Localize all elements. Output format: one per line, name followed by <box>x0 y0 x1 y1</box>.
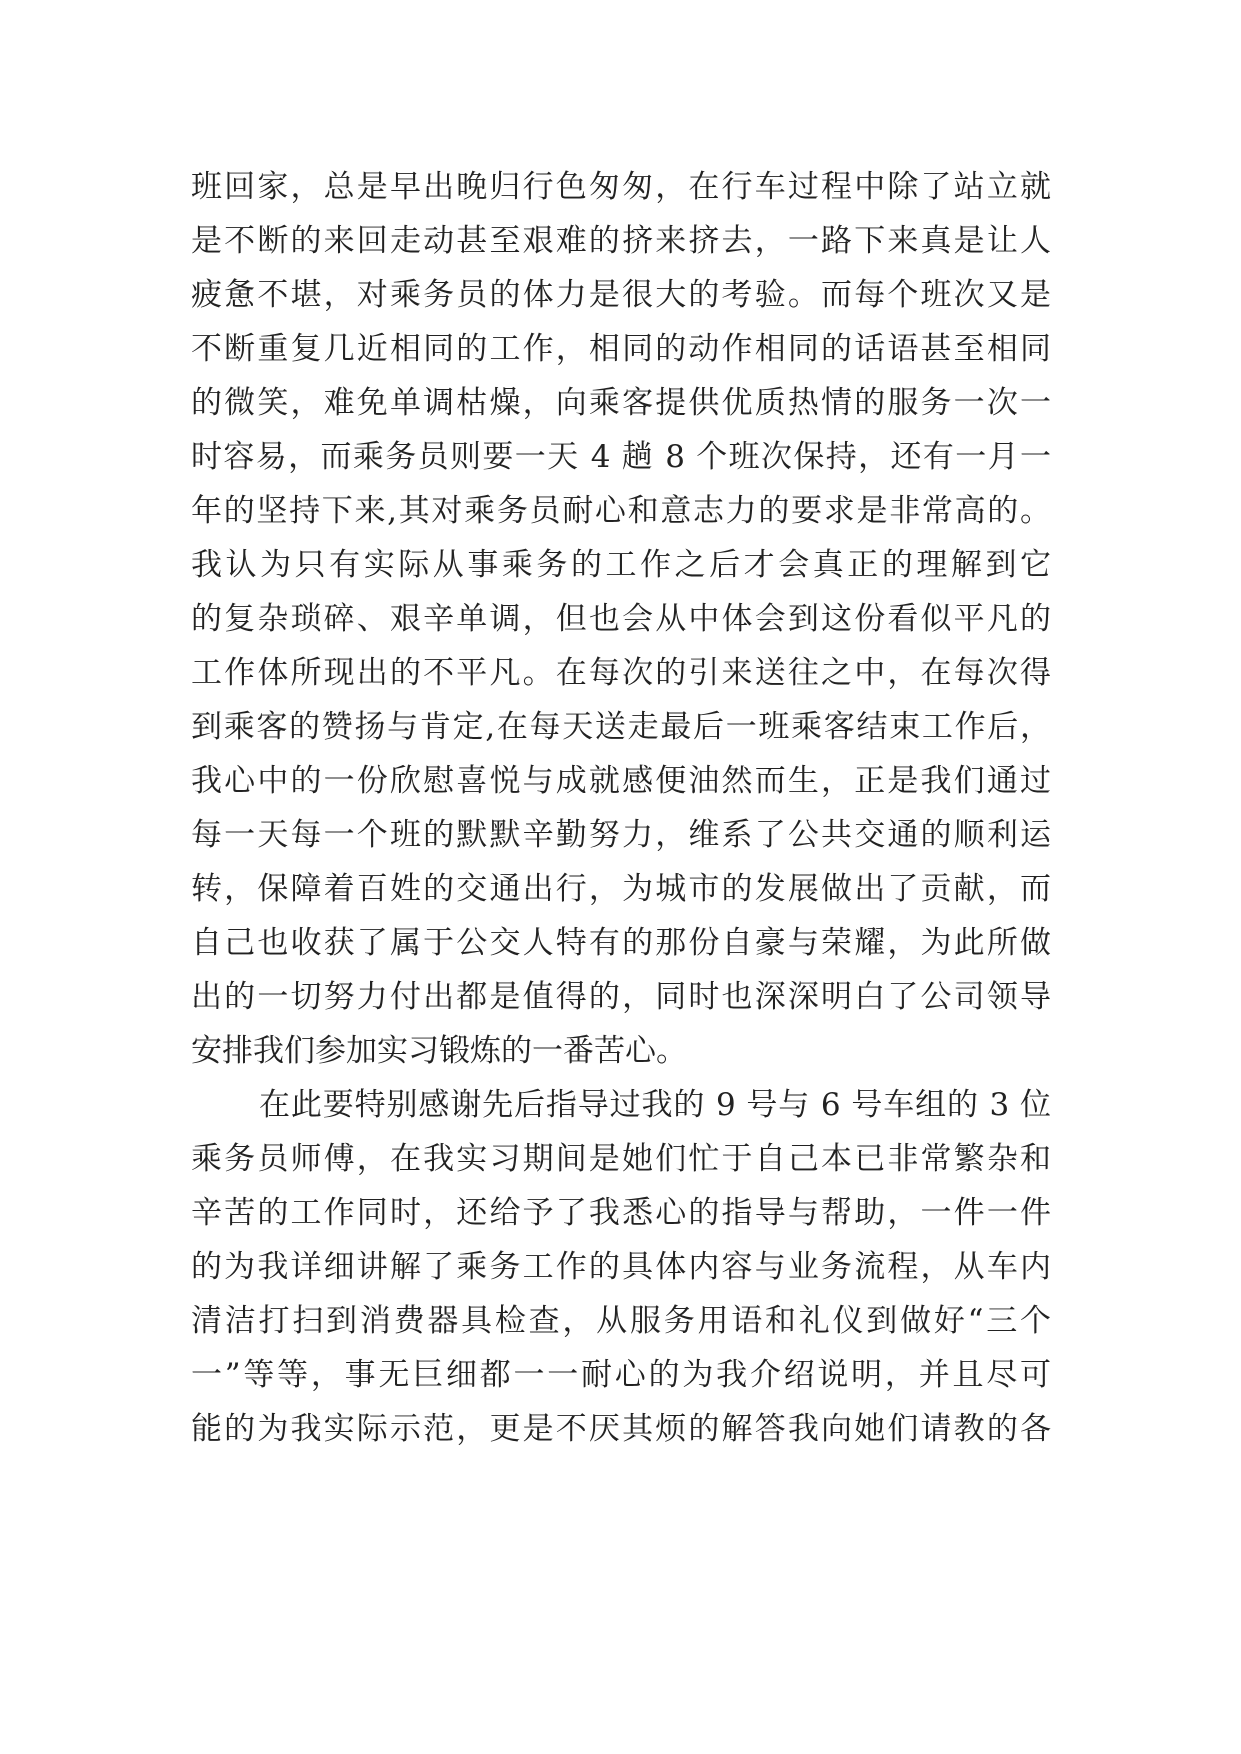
text-line: 我认为只有实际从事乘务的工作之后才会真正的理解到它 <box>191 547 1051 583</box>
text-line: 工作体所现出的不平凡。在每次的引来送往之中，在每次得 <box>191 655 1051 691</box>
text-line: 我心中的一份欣慰喜悦与成就感便油然而生，正是我们通过 <box>191 763 1051 799</box>
text-line: 到乘客的赞扬与肯定,在每天送走最后一班乘客结束工作后， <box>191 709 1051 745</box>
text-line: 清洁打扫到消费器具检查，从服务用语和礼仪到做好“三个 <box>191 1303 1051 1339</box>
text-line: 辛苦的工作同时，还给予了我悉心的指导与帮助，一件一件 <box>191 1195 1051 1231</box>
text-line: 自己也收获了属于公交人特有的那份自豪与荣耀，为此所做 <box>191 925 1051 961</box>
text-line: 一”等等，事无巨细都一一耐心的为我介绍说明，并且尽可 <box>191 1357 1051 1393</box>
body-text <box>191 160 1051 1456</box>
paragraph-start-line: 在此要特别感谢先后指导过我的 9 号与 6 号车组的 3 位 <box>259 1087 1051 1123</box>
text-line: 乘务员师傅，在我实习期间是她们忙于自己本已非常繁杂和 <box>191 1141 1051 1177</box>
text-line: 疲惫不堪，对乘务员的体力是很大的考验。而每个班次又是 <box>191 277 1051 313</box>
text-line: 每一天每一个班的默默辛勤努力，维系了公共交通的顺利运 <box>191 817 1051 853</box>
text-line: 年的坚持下来,其对乘务员耐心和意志力的要求是非常高的。 <box>191 493 1051 529</box>
text-line: 转，保障着百姓的交通出行，为城市的发展做出了贡献，而 <box>191 871 1051 907</box>
text-line: 时容易，而乘务员则要一天 4 趟 8 个班次保持，还有一月一 <box>191 439 1051 475</box>
text-line: 能的为我实际示范，更是不厌其烦的解答我向她们请教的各 <box>191 1411 1051 1447</box>
text-line: 的为我详细讲解了乘务工作的具体内容与业务流程，从车内 <box>191 1249 1051 1285</box>
text-line: 是不断的来回走动甚至艰难的挤来挤去，一路下来真是让人 <box>191 223 1051 259</box>
text-line: 不断重复几近相同的工作，相同的动作相同的话语甚至相同 <box>191 331 1051 367</box>
paragraph-end-line: 安排我们参加实习锻炼的一番苦心。 <box>191 1033 687 1069</box>
text-line: 的微笑，难免单调枯燥，向乘客提供优质热情的服务一次一 <box>191 385 1051 421</box>
text-line: 出的一切努力付出都是值得的，同时也深深明白了公司领导 <box>191 979 1051 1015</box>
text-line: 班回家，总是早出晚归行色匆匆，在行车过程中除了站立就 <box>191 169 1051 205</box>
text-line: 的复杂琐碎、艰辛单调，但也会从中体会到这份看似平凡的 <box>191 601 1051 637</box>
